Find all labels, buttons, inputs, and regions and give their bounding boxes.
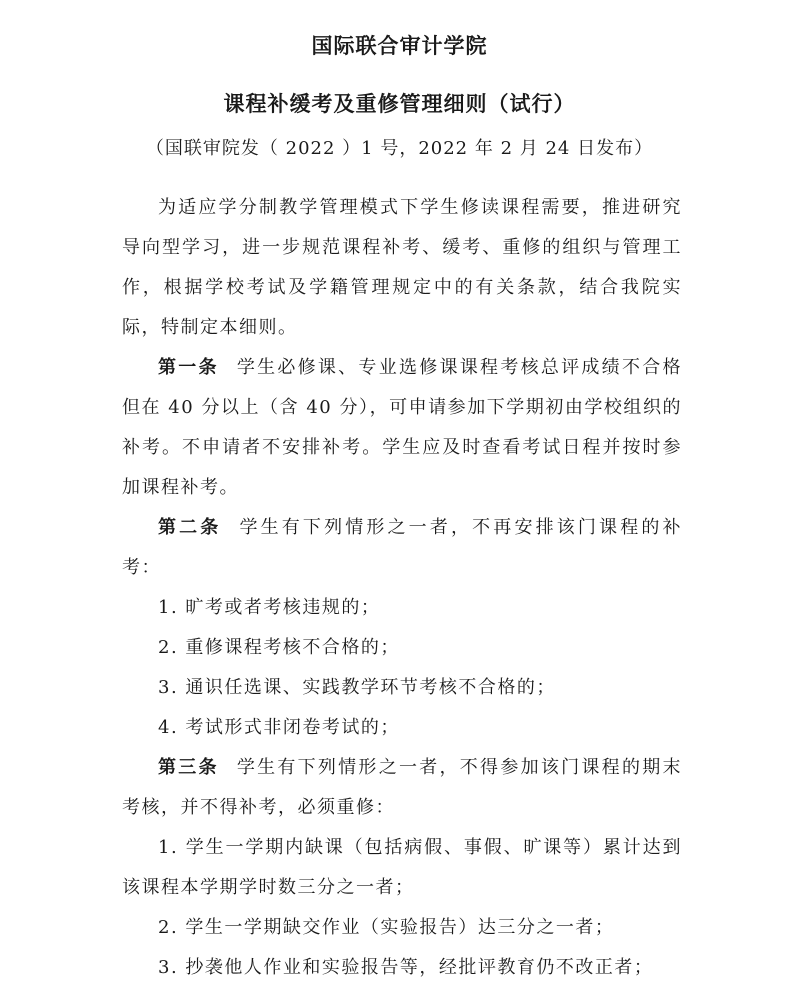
- article-2-text: 学生有下列情形之一者，不再安排该门课程的补考：: [122, 517, 683, 578]
- article-1-label: 第一条: [158, 357, 219, 378]
- article-2-item: 3. 通识任选课、实践教学环节考核不合格的；: [158, 677, 556, 698]
- article-1-paragraph: [122, 348, 682, 508]
- article-3-label: 第三条: [158, 757, 219, 778]
- document-title: 课程补缓考及重修管理细则（试行）: [223, 92, 576, 116]
- document-number: （国联审院发（ 2022 ）1 号，2022 年 2 月 24 日发布）: [145, 138, 654, 159]
- article-3-item: 3. 抄袭他人作业和实验报告等，经批评教育仍不改正者；: [158, 957, 654, 978]
- document-body: [122, 188, 682, 988]
- article-3-item: 2. 学生一学期缺交作业（实验报告）达三分之一者；: [158, 917, 615, 938]
- article-3-text: 学生有下列情形之一者，不得参加该门课程的期末考核，并不得补考，必须重修：: [122, 757, 682, 818]
- institute-name: 国际联合审计学院: [311, 34, 488, 58]
- article-2-item: 2. 重修课程考核不合格的；: [158, 637, 400, 658]
- article-3-paragraph: [122, 748, 682, 828]
- article-1-text: 学生必修课、专业选修课课程考核总评成绩不合格但在 40 分以上（含 40 分），可申请参加下学期初由学校组织的补考。不申请者不安排补考。学生应及时查看考试日程并按时参加课程补考。: [122, 357, 682, 498]
- article-3-item: 1. 学生一学期内缺课（包括病假、事假、旷课等）累计达到该课程本学期学时数三分之一者；: [122, 837, 682, 898]
- article-2-paragraph: [122, 508, 682, 588]
- article-2-item: 4. 考试形式非闭卷考试的；: [158, 717, 400, 738]
- intro-paragraph: 为适应学分制教学管理模式下学生修读课程需要，推进研究导向型学习，进一步规范课程补考、缓考、重修的组织与管理工作，根据学校考试及学籍管理规定中的有关条款，结合我院实际，特制定本细则。: [122, 197, 682, 338]
- article-2-label: 第二条: [158, 517, 222, 538]
- article-2-item: 1. 旷考或者考核违规的；: [158, 597, 381, 618]
